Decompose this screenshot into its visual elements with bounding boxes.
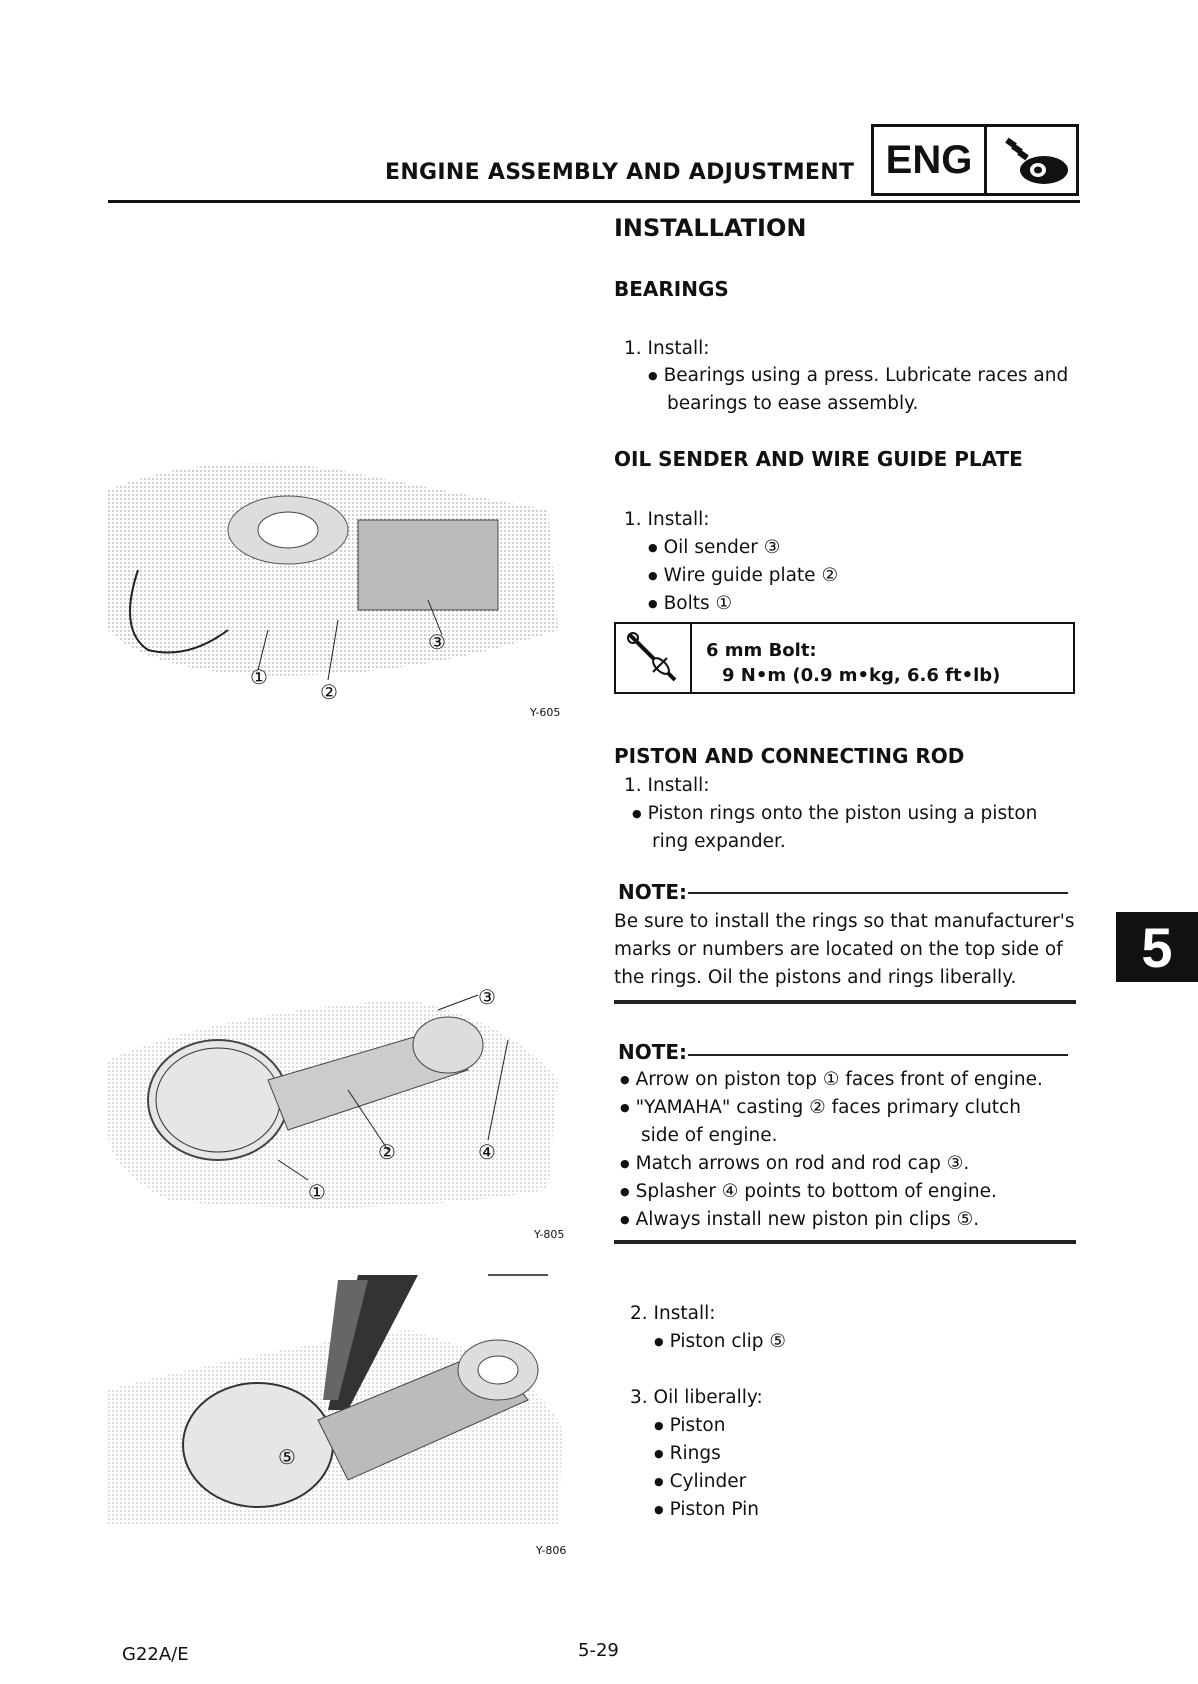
bearings-title: BEARINGS	[614, 277, 729, 301]
engine-icon	[987, 127, 1076, 193]
step3-item: ● Piston Pin	[654, 1496, 759, 1526]
note-rule	[688, 1054, 1068, 1056]
figure-piston-clip-photo	[108, 1270, 568, 1530]
note-end-rule	[614, 1240, 1076, 1244]
piston-bullet: ● Piston rings onto the piston using a piston	[632, 800, 1037, 830]
oil-sender-item: ● Bolts ①	[648, 590, 732, 620]
callout-2: ②	[320, 680, 338, 704]
torque-wrench-icon	[616, 624, 692, 692]
oil-sender-item: ● Oil sender ③	[648, 534, 780, 564]
callout-3: ③	[478, 985, 496, 1009]
torque-spec-box	[614, 622, 1075, 694]
note1-line: marks or numbers are located on the top side of	[614, 939, 1063, 960]
callout-3: ③	[428, 630, 446, 654]
eng-badge	[871, 124, 1079, 196]
note2-item: ● Splasher ④ points to bottom of engine.	[620, 1178, 997, 1208]
footer-model: G22A/E	[122, 1644, 189, 1665]
footer-page-number: 5-29	[578, 1640, 619, 1661]
piston-step3: 3. Oil liberally:	[630, 1387, 763, 1408]
bearings-step1: 1. Install:	[624, 338, 710, 359]
step2-item: ● Piston clip ⑤	[654, 1328, 786, 1358]
figure-caption: Y-605	[530, 706, 561, 719]
oil-sender-title: OIL SENDER AND WIRE GUIDE PLATE	[614, 447, 1023, 471]
piston-step1: 1. Install:	[624, 775, 710, 796]
note-label: NOTE:	[618, 1040, 688, 1064]
note-rule	[688, 892, 1068, 894]
eng-badge-label: ENG	[874, 127, 987, 193]
figure-oil-sender-photo	[108, 450, 568, 704]
figure-caption: Y-806	[536, 1544, 567, 1557]
note2-item: ● Always install new piston pin clips ⑤.	[620, 1206, 979, 1236]
note-end-rule	[614, 1000, 1076, 1004]
oil-sender-item: ● Wire guide plate ②	[648, 562, 838, 592]
figure-piston-rod-photo	[108, 985, 568, 1220]
note2-item-cont: side of engine.	[641, 1125, 778, 1146]
callout-1: ①	[308, 1180, 326, 1204]
piston-step2: 2. Install:	[630, 1303, 716, 1324]
header-rule	[108, 200, 1080, 203]
note1-line: the rings. Oil the pistons and rings liberally.	[614, 967, 1017, 988]
piston-bullet-cont: ring expander.	[652, 831, 786, 852]
step3-item: ● Rings	[654, 1440, 721, 1470]
callout-1: ①	[250, 665, 268, 689]
torque-value: 9 N•m (0.9 m•kg, 6.6 ft•lb)	[722, 665, 1001, 686]
installation-title: INSTALLATION	[614, 214, 807, 242]
note2-item: ● "YAMAHA" casting ② faces primary clutch	[620, 1094, 1021, 1124]
step3-item: ● Piston	[654, 1412, 725, 1442]
callout-4: ④	[478, 1140, 496, 1164]
oil-sender-step1: 1. Install:	[624, 509, 710, 530]
torque-title: 6 mm Bolt:	[706, 640, 817, 661]
page-header-title: ENGINE ASSEMBLY AND ADJUSTMENT	[385, 160, 855, 185]
note1-line: Be sure to install the rings so that manufacturer's	[614, 911, 1075, 932]
figure-caption: Y-805	[534, 1228, 565, 1241]
callout-5: ⑤	[278, 1445, 296, 1469]
callout-2: ②	[378, 1140, 396, 1164]
chapter-tab: 5	[1116, 912, 1198, 982]
bearings-bullet-cont: bearings to ease assembly.	[667, 393, 919, 414]
note2-item: ● Arrow on piston top ① faces front of engine.	[620, 1066, 1043, 1096]
piston-title: PISTON AND CONNECTING ROD	[614, 744, 965, 768]
note2-item: ● Match arrows on rod and rod cap ③.	[620, 1150, 969, 1180]
note-label: NOTE:	[618, 880, 688, 904]
bearings-bullet: ● Bearings using a press. Lubricate races and	[648, 362, 1068, 392]
step3-item: ● Cylinder	[654, 1468, 746, 1498]
